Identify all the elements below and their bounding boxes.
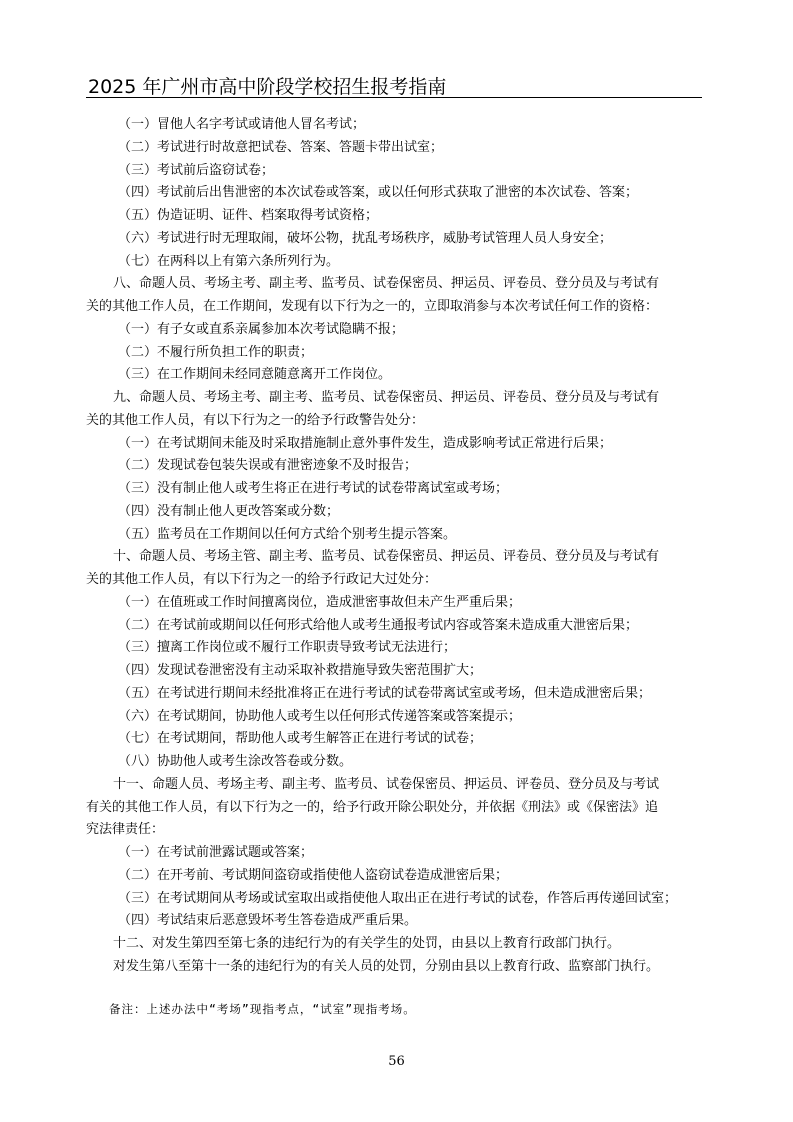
paragraph-line: 十一、命题人员、考场主考、副主考、监考员、试卷保密员、押运员、评卷员、登分员及与考试 — [113, 776, 660, 792]
paragraph-line: （一）有子女或直系亲属参加本次考试隐瞒不报； — [118, 321, 405, 337]
paragraph-line: （五）伪造证明、证件、档案取得考试资格； — [118, 208, 379, 223]
paragraph-line: （七）在考试期间，帮助他人或考生解答正在进行考试的试卷； — [118, 731, 483, 747]
paragraph-line: （四）考试结束后恶意毁坏考生答卷造成严重后果。 — [118, 913, 418, 929]
paragraph-line: （一）在值班或工作时间擅离岗位，造成泄密事故但未产生严重后果； — [118, 594, 522, 610]
paragraph-line: （一）冒他人名字考试或请他人冒名考试； — [118, 117, 366, 132]
paragraph-line: （八）协助他人或考生涂改答卷或分数。 — [118, 754, 353, 769]
paragraph-line: 关的其他工作人员，有以下行为之一的给予行政警告处分： — [86, 412, 425, 428]
footnote: 备注：上述办法中“考场”现指考点，“试室”现指考场。 — [109, 1002, 416, 1016]
paragraph-line: （二）考试进行时故意把试卷、答案、答题卡带出试室； — [118, 139, 444, 155]
paragraph-line: （三）考试前后盗窃试卷； — [118, 162, 275, 178]
page-number: 56 — [388, 1054, 405, 1069]
paragraph-line: 九、命题人员、考场主考、副主考、监考员、试卷保密员、押运员、评卷员、登分员及与考试有 — [113, 390, 660, 405]
paragraph-line: 究法律责任： — [86, 822, 165, 838]
paragraph-line: （四）发现试卷泄密没有主动采取补救措施导致失密范围扩大； — [118, 663, 483, 678]
paragraph-line: 十二、对发生第四至第七条的违纪行为的有关学生的处罚，由县以上教育行政部门执行。 — [113, 936, 621, 951]
paragraph-line: 关的其他工作人员，在工作期间，发现有以下行为之一的，立即取消参与本次考试任何工作的资格： — [86, 299, 659, 314]
paragraph-line: （七）在两科以上有第六条所列行为。 — [118, 253, 340, 269]
paragraph-line: （一）在考试期间未能及时采取措施制止意外事件发生，造成影响考试正常进行后果； — [118, 435, 613, 451]
paragraph-line: 有关的其他工作人员，有以下行为之一的，给予行政开除公职处分，并依据《刑法》或《保密法》追 — [86, 799, 659, 815]
paragraph-line: （三）擅离工作岗位或不履行工作职责导致考试无法进行； — [118, 640, 457, 656]
paragraph-line: 关的其他工作人员，有以下行为之一的给予行政记大过处分： — [86, 572, 438, 587]
document-body — [86, 114, 702, 979]
paragraph-line: （二）不履行所负担工作的职责； — [118, 344, 314, 360]
paragraph-line: （五）在考试进行期间未经批准将正在进行考试的试卷带离试室或考场，但未造成泄密后果； — [118, 685, 652, 701]
paragraph-line: （二）发现试卷包装失误或有泄密迹象不及时报告； — [118, 458, 418, 474]
paragraph-line: （二）在开考前、考试期间盗窃或指使他人盗窃试卷造成泄密后果； — [118, 867, 509, 883]
paragraph-line: （五）监考员在工作期间以任何方式给个别考生提示答案。 — [118, 526, 457, 542]
paragraph-line: 八、命题人员、考场主考、副主考、监考员、试卷保密员、押运员、评卷员、登分员及与考试有 — [113, 276, 660, 292]
paragraph-line: （一）在考试前泄露试题或答案； — [118, 845, 314, 860]
paragraph-line: （二）在考试前或期间以任何形式给他人或考生通报考试内容或答案未造成重大泄密后果； — [118, 617, 639, 633]
paragraph-line: 十、命题人员、考场主管、副主考、监考员、试卷保密员、押运员、评卷员、登分员及与考试有 — [113, 549, 660, 565]
paragraph-line: （三）在工作期间未经同意随意离开工作岗位。 — [118, 367, 392, 383]
paragraph-line: （六）考试进行时无理取闹，破坏公物，扰乱考场秩序，威胁考试管理人员人身安全； — [118, 230, 613, 246]
paragraph-line: （三）在考试期间从考场或试室取出或指使他人取出正在进行考试的试卷，作答后再传递回试室； — [118, 890, 678, 906]
header-divider — [86, 97, 702, 98]
paragraph-line: （四）考试前后出售泄密的本次试卷或答案，或以任何形式获取了泄密的本次试卷、答案； — [118, 185, 639, 201]
paragraph-line: 对发生第八至第十一条的违纪行为的有关人员的处罚，分别由县以上教育行政、监察部门执行。 — [113, 958, 660, 974]
paragraph-line: （六）在考试期间，协助他人或考生以任何形式传递答案或答案提示； — [118, 708, 522, 724]
page-header-title: 2025 年广州市高中阶段学校招生报考指南 — [88, 76, 447, 98]
paragraph-line: （四）没有制止他人更改答案或分数； — [118, 503, 340, 519]
paragraph-line: （三）没有制止他人或考生将正在进行考试的试卷带离试室或考场； — [118, 481, 509, 496]
